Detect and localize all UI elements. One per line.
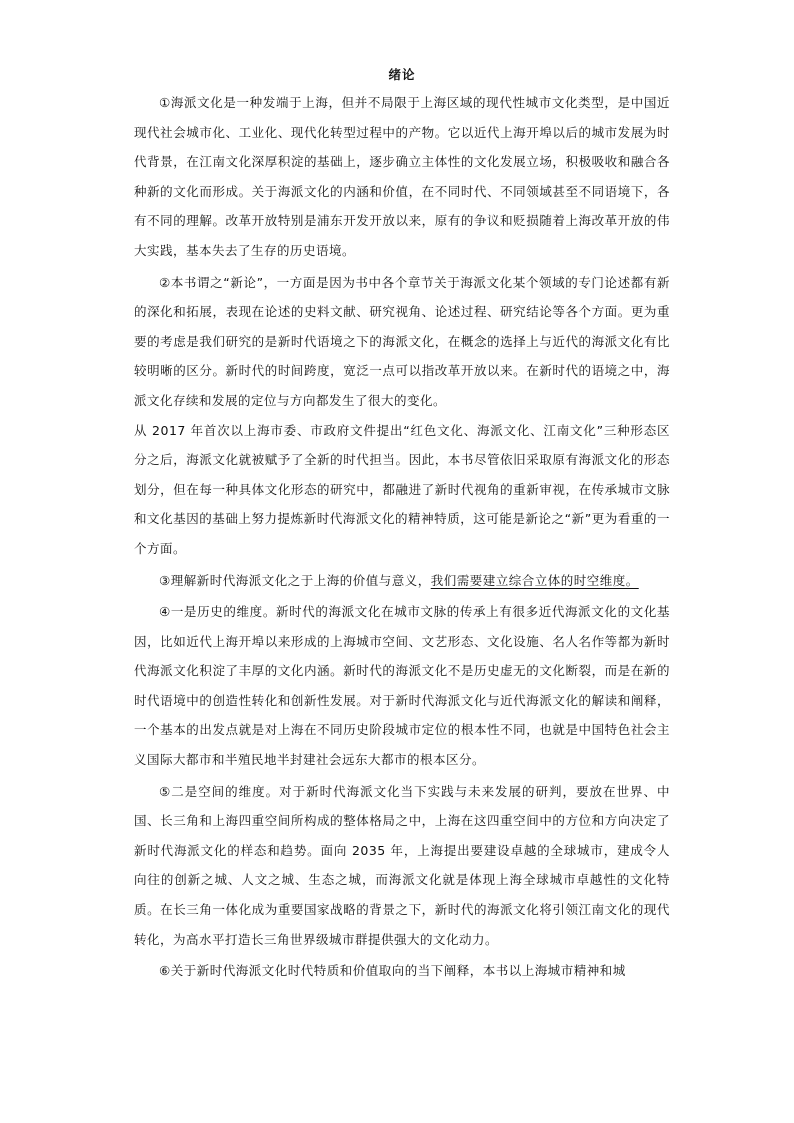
paragraph-2: ②本书谓之“新论”，一方面是因为书中各个章节关于海派文化某个领域的专门论述都有新的深化和拓展，表现在论述的史料文献、研究视角、论述过程、研究结论等各个方面。更为重要的考虑是我们研究的是新时代语境之下的海派文化，在概念的选择上与近代的海派文化有比较明晰的区分。新时代的时间跨度，宽泛一点可以指改革开放以来。在新时代的语境之中，海派文化存续和发展的定位与方向都发生了很大的变化。	[134, 274, 670, 408]
paragraph-3-text: ③理解新时代海派文化之于上海的价值与意义，	[159, 572, 431, 588]
paragraph-6: ⑥关于新时代海派文化时代特质和价值取向的当下阐释，本书以上海城市精神和城	[159, 963, 626, 979]
paragraph-1: ①海派文化是一种发端于上海，但并不局限于上海区域的现代性城市文化类型，是中国近现代社会城市化、工业化、现代化转型过程中的产物。它以近代上海开埠以后的城市发展为时代背景，在江南文化深厚积淀的基础上，逐步确立主体性的文化发展立场，积极吸收和融合各种新的文化而形成。关于海派文化的内涵和价值，在不同时代、不同领域甚至不同语境下，各有不同的理解。改革开放特别是浦东开发开放以来，原有的争议和贬损随着上海改革开放的伟大实践，基本失去了生存的历史语境。	[134, 95, 670, 258]
paragraph-5: ⑤二是空间的维度。对于新时代海派文化当下实践与未来发展的研判，要放在世界、中国、长三角和上海四重空间所构成的整体格局之中，上海在这四重空间中的方位和方向决定了新时代海派文化的样态和趋势。面向 2035 年，上海提出要建设卓越的全球城市，建成令人向往的创新之城、人文之城、生态之城，而海派文化就是体现上海全球城市卓越性的文化特质。在长三角一体化成为重要国家战略的背景之下，新时代的海派文化将引领江南文化的现代转化，为高水平打造长三角世界级城市群提供强大的文化动力。	[134, 783, 670, 947]
paragraph-2-continued: 从 2017 年首次以上海市委、市政府文件提出“红色文化、海派文化、江南文化”三种形态区分之后，海派文化就被赋予了全新的时代担当。因此，本书尽管依旧采取原有海派文化的形态划分，但在每一种具体文化形态的研究中，都融进了新时代视角的重新审视，在传承城市文脉和文化基因的基础上努力提炼新时代海派文化的精神特质，这可能是新论之“新”更为看重的一个方面。	[134, 422, 670, 556]
paragraph-4: ④一是历史的维度。新时代的海派文化在城市文脉的传承上有很多近代海派文化的文化基因，比如近代上海开埠以来形成的上海城市空间、文艺形态、文化设施、名人名作等都为新时代海派文化积淀了丰厚的文化内涵。新时代的海派文化不是历史虚无的文化断裂，而是在新的时代语境中的创造性转化和创新性发展。对于新时代海派文化与近代海派文化的解读和阐释，一个基本的出发点就是对上海在不同历史阶段城市定位的根本性不同，也就是中国特色社会主义国际大都市和半殖民地半封建社会远东大都市的根本区分。	[134, 604, 670, 768]
paragraph-3	[134, 566, 670, 596]
underlined-sentence: 我们需要建立综合立体的时空维度。	[430, 572, 639, 588]
document-title: 绪论	[388, 67, 416, 82]
document-page	[134, 62, 670, 986]
